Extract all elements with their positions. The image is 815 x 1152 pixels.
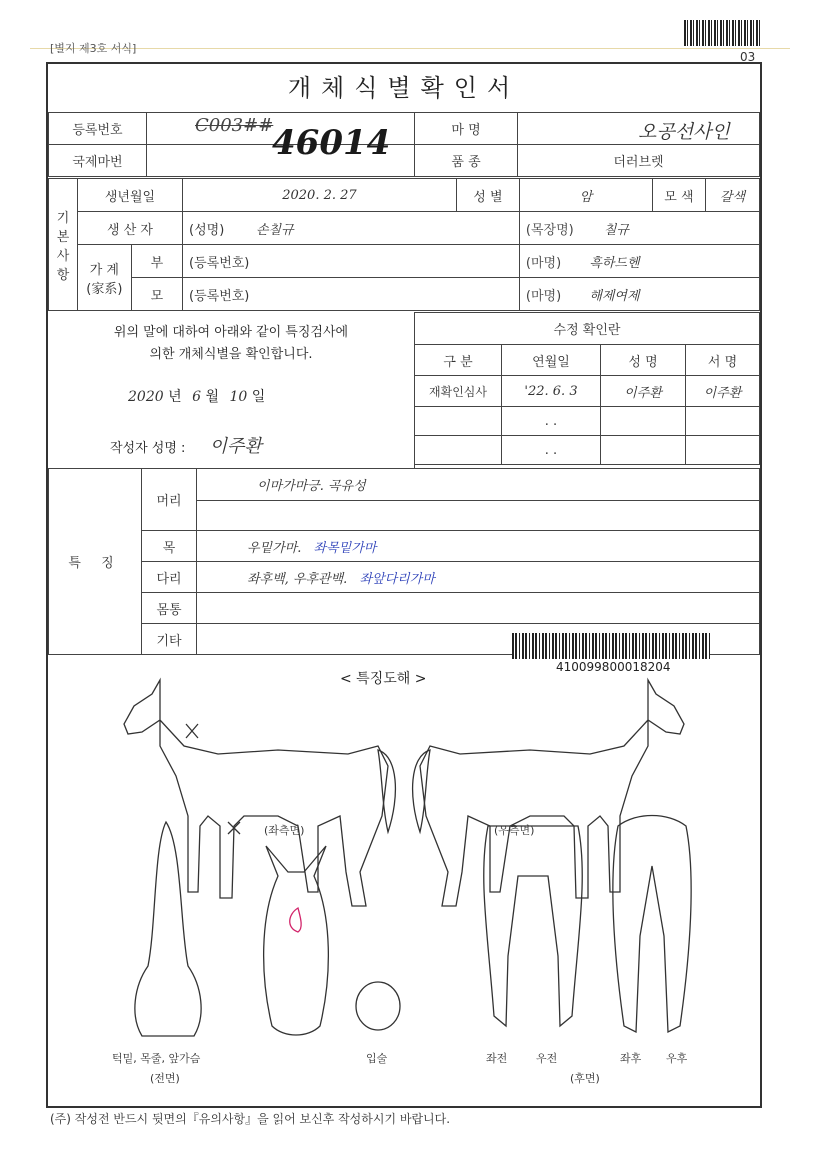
author-value: 이주환 [209,436,262,457]
legs-value-blue: 좌앞다리가마 [359,571,435,587]
neck-value-blue: 좌목밑가마 [313,540,377,556]
neck-label: 목 [142,531,197,562]
registration-table [48,112,760,177]
footnote: (주) 작성전 반드시 뒷면의『유의사항』을 읽어 보신후 작성하시기 바랍니다. [50,1112,451,1126]
date-month: 6 [192,389,201,405]
farm-label: (목장명) [525,222,574,238]
date-month-suffix: 월 [205,389,219,405]
revision-table [414,312,760,465]
legs-value [197,562,760,593]
muzzle-label: 입술 [366,1052,388,1065]
breed-value: 더러브렛 [518,145,760,177]
front-caption: 턱밑, 목줄, 앞가슴 [112,1052,201,1065]
front-legs-view [484,826,582,1026]
color-label: 모 색 [652,179,705,212]
head-extra-line [197,501,760,531]
reg-no-crossed: C003## [195,115,274,136]
right-hind-leg-label: 우후 [666,1052,688,1065]
producer-name-value: 손칠규 [250,212,519,245]
name-cell [518,113,760,145]
head-value: 이마가마긍. 곡유성 [197,469,760,501]
author-line [110,432,262,458]
sire-name-cell [519,245,759,278]
farm-cell [519,212,759,245]
author-label: 작성자 성명 : [110,441,186,456]
diagram-title: < 특징도해 > [340,671,427,687]
neck-value [197,531,760,562]
intl-no-label: 국제마번 [49,145,147,177]
header-rule [30,48,790,49]
revision-row2-type [415,407,502,436]
name-label: 마 명 [415,113,518,145]
producer-name-label: (성명) [183,212,251,245]
birth-value: 2020. 2. 27 [183,179,457,212]
page-code: 03 [740,50,756,64]
basic-char-3: 사 [56,248,70,264]
body-value [197,593,760,624]
revision-header-sign: 서 명 [686,345,760,376]
legs-value-black: 좌후백, 우후관백. [247,571,348,587]
basic-char-2: 본 [56,229,70,245]
legs-label: 다리 [142,562,197,593]
neck-value-black: 우밑가마. [247,540,302,556]
revision-row2-sign [686,407,760,436]
sex-value: 암 [519,179,652,212]
reg-no-value: 46014 [272,123,391,163]
revision-header-name: 성 명 [601,345,686,376]
sire-name-value: 흑하드헨 [589,255,640,271]
producer-label: 생 산 자 [78,212,183,245]
revision-row2-date: . . [502,407,601,436]
birth-label: 생년월일 [78,179,183,212]
horse-diagram [48,676,760,1106]
sire-label: 부 [131,245,182,278]
dam-name-label: (마명) [525,288,562,304]
left-front-leg-label: 좌전 [486,1052,508,1065]
confirmation-statement [48,322,414,366]
sire-name-label: (마명) [525,255,562,271]
top-barcode [684,20,760,46]
blue-marks [186,724,240,834]
date-day-suffix: 일 [251,389,266,405]
form-number: [별지 제3호 서식] [50,42,137,55]
identification-barcode [512,633,710,659]
lineage-text: 가 계 [89,262,119,278]
basic-char-1: 기 [56,210,70,226]
revision-row3-sign [686,436,760,465]
basic-info-table [48,178,760,311]
revision-row1-sign: 이주환 [686,376,760,407]
left-side-horse [124,680,395,906]
head-label: 머리 [142,469,197,531]
revision-title: 수정 확인란 [415,313,760,345]
left-side-label: (좌측면) [264,824,305,837]
date-day: 10 [229,389,248,405]
dam-name-value: 해제여제 [589,288,640,304]
breed-label: 품 종 [415,145,518,177]
dam-name-cell [519,278,759,311]
revision-row1-date: '22. 6. 3 [502,376,601,407]
date-year-suffix: 년 [168,389,182,405]
revision-row1-type: 재확인심사 [415,376,502,407]
barcode-number: 410099800018204 [556,660,671,674]
date-year: 2020 [128,389,164,405]
basic-char-4: 항 [56,267,70,283]
basic-section-label [49,179,78,311]
right-side-horse [413,680,684,906]
confirmation-block [48,312,415,469]
front-neck-view [135,822,201,1036]
revision-header-date: 연월일 [502,345,601,376]
front-label: (전면) [150,1072,180,1085]
farm-value: 칠규 [603,222,629,238]
rear-label: (후면) [570,1072,600,1085]
statement-line-1: 위의 말에 대하여 아래와 같이 특징검사에 [113,325,349,340]
statement-line-2: 의한 개체식별을 확인합니다. [149,347,313,362]
reg-no-cell [147,113,415,163]
right-front-leg-label: 우전 [536,1052,558,1065]
revision-row3-name [601,436,686,465]
lineage-hanja: (家系) [86,281,123,297]
features-table [48,468,760,655]
muzzle-view [356,982,400,1030]
revision-row3-date: . . [502,436,601,465]
reg-no-label: 등록번호 [49,113,147,145]
revision-row3-type [415,436,502,465]
revision-row1-name: 이주환 [601,376,686,407]
other-label: 기타 [142,624,197,655]
name-value: 오공선사인 [638,121,730,143]
right-side-label: (우측면) [494,824,535,837]
dam-label: 모 [131,278,182,311]
sire-reg-label: (등록번호) [183,245,520,278]
revision-header-type: 구 분 [415,345,502,376]
rear-view [613,816,691,1033]
body-label: 몸통 [142,593,197,624]
revision-row2-name [601,407,686,436]
confirmation-date [128,386,265,406]
lineage-label [78,245,132,311]
color-value: 갈색 [705,179,759,212]
left-hind-leg-label: 좌후 [620,1052,642,1065]
head-front-view [264,846,329,1035]
features-section-label: 특 징 [49,469,142,655]
document-title: 개체식별확인서 [48,64,760,113]
dam-reg-label: (등록번호) [183,278,520,311]
sex-label: 성 별 [456,179,519,212]
